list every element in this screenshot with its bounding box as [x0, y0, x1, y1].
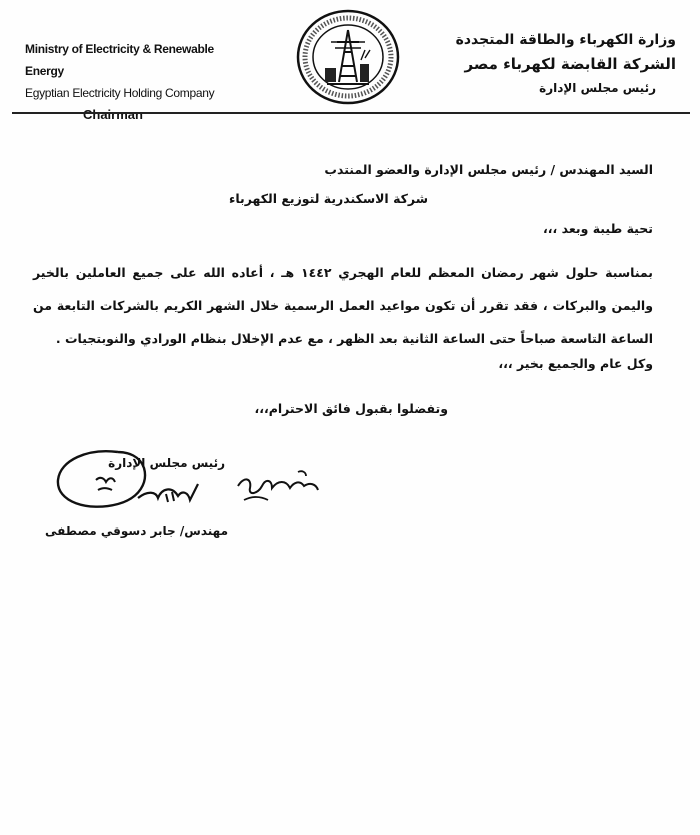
greeting: تحية طيبة وبعد ،،،: [543, 221, 653, 236]
ministry-english: Ministry of Electricity & Renewable Energy: [25, 42, 214, 78]
wishes: وكل عام والجميع بخير ،،،: [498, 356, 653, 371]
header-divider: [12, 112, 690, 114]
signatory-name: مهندس/ جابر دسوقي مصطفى: [45, 524, 228, 538]
role-english: Chairman: [83, 107, 143, 122]
company-arabic: الشركة القابضة لكهرباء مصر: [464, 55, 676, 73]
company-seal-icon: [295, 8, 401, 106]
letter-body: بمناسبة حلول شهر رمضان المعظم للعام الهجري ١٤٤٢ هـ ، أعاده الله على جميع العاملين بالخير واليمن والبركات ، فقد تقرر أن تكون مواعيد العمل الرسمية خلال الشهر الكريم بالشركات التابعة من الساعة التاسعة صباحاً حتى الساعة الثانية بعد الظهر ، مع عدم الإخلال بنظام الورادي والنوبتجيات .: [33, 265, 654, 346]
company-english: Egyptian Electricity Holding Company: [25, 86, 215, 100]
salutation: السيد المهندس / رئيس مجلس الإدارة والعضو المنتدب: [324, 162, 653, 177]
signatory-title: رئيس مجلس الإدارة: [108, 456, 225, 470]
role-arabic: رئيس مجلس الإدارة: [539, 81, 656, 95]
recipient-company: شركة الاسكندرية لتوزيع الكهرباء: [228, 191, 428, 206]
header-arabic: [446, 28, 676, 100]
ministry-arabic: وزارة الكهرباء والطاقة المتجددة: [455, 32, 676, 48]
closing: وتفضلوا بقبول فائق الاحترام،،،: [254, 401, 448, 416]
